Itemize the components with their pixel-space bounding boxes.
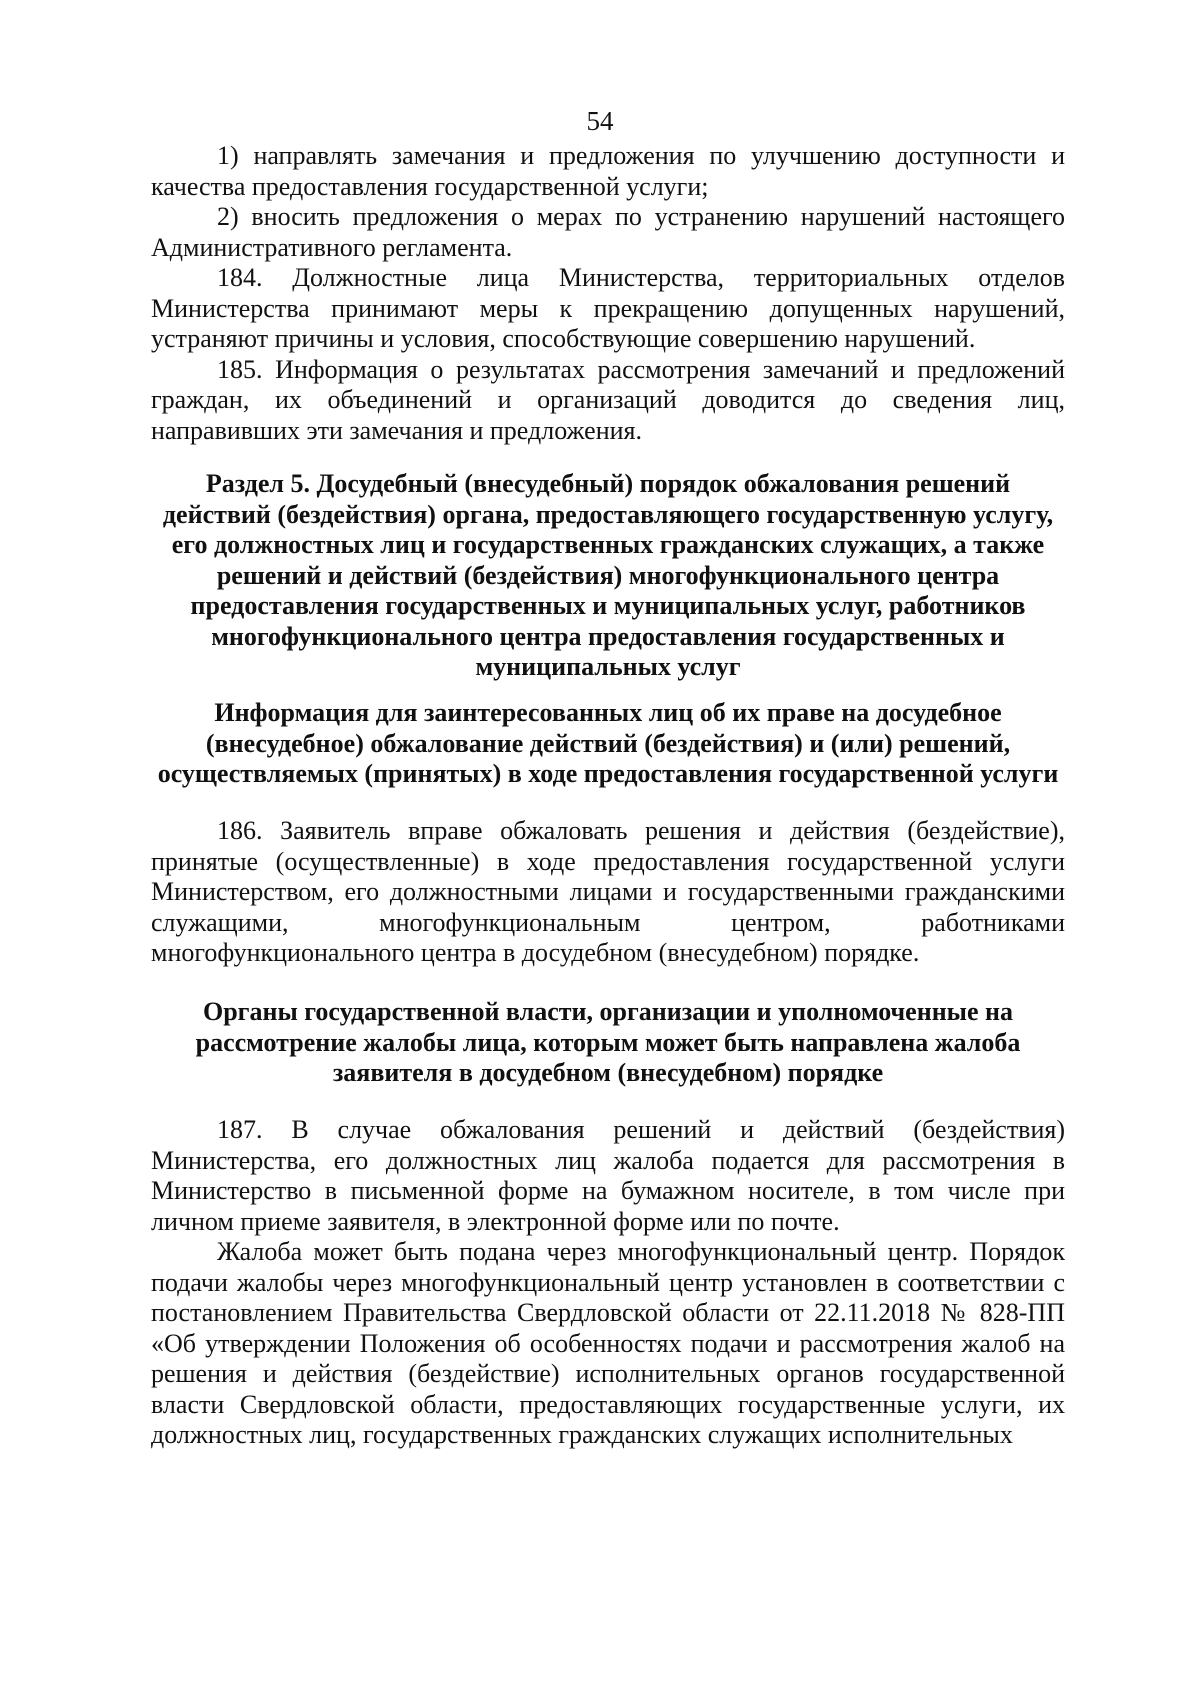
section-5-heading <box>151 469 1065 683</box>
paragraphs-appeal-right <box>151 816 1065 969</box>
paragraph-item-1: 1) направлять замечания и предложения по улучшению доступности и качества предоставления государственной услуги; <box>151 141 1065 201</box>
subsection-heading-appeal-right <box>151 698 1065 790</box>
paragraph-187: 187. В случае обжалования решений и действий (бездействия) Министерства, его должностных лиц жалоба подается для рассмотрения в Министерство в письменной форме на бумажном носителе, в том числе при личном приеме заявителя, в электронной форме или по почте. <box>151 1115 1065 1236</box>
paragraph-185: 185. Информация о результатах рассмотрения замечаний и предложений граждан, их объединений и организаций доводится до сведения лиц, направивших эти замечания и предложения. <box>151 354 1065 445</box>
paragraphs-before-section-5 <box>151 141 1065 446</box>
subsection-title-authorities: Органы государственной власти, организации и уполномоченные на рассмотрение жалобы лица, которым может быть направлена жалоба заявителя в досудебном (внесудебном) порядке <box>195 997 1021 1087</box>
page-number: 54 <box>586 106 614 136</box>
paragraph-186: 186. Заявитель вправе обжаловать решения и действия (бездействие), принятые (осуществленные) в ходе предоставления государственной услуги Министерством, его должностными лицами и государственными гражданскими служащими, многофункциональным центром, работниками многофункционального центра в досудебном (внесудебном) порядке. <box>151 816 1065 967</box>
subsection-title-appeal-right: Информация для заинтересованных лиц об их праве на досудебное (внесудебное) обжалование действий (бездействия) и (или) решений, осуществляемых (принятых) в ходе предоставления государственной услуги <box>157 698 1059 788</box>
subsection-heading-authorities <box>151 997 1065 1089</box>
paragraph-184: 184. Должностные лица Министерства, территориальных отделов Министерства принимают меры к прекращению допущенных нарушений, устраняют причины и условия, способствующие совершению нарушений. <box>151 263 1065 353</box>
paragraph-item-2: 2) вносить предложения о мерах по устранению нарушений настоящего Административного регламента. <box>151 202 1065 262</box>
paragraphs-authorities <box>151 1115 1065 1451</box>
section-5-title: Раздел 5. Досудебный (внесудебный) порядок обжалования решений действий (бездействия) органа, предоставляющего государственную услугу, его должностных лиц и государственных гражданских служащих, а также решений и действий (бездействия) многофункционального центра предоставления государственных и муниципальных услуг, работников многофункционального центра предоставления государственных и муниципальных услуг <box>162 469 1054 681</box>
paragraph-complaint-mfc: Жалоба может быть подана через многофункциональный центр. Порядок подачи жалобы через многофункциональный центр установлен в соответствии с постановлением Правительства Свердловской области от 22.11.2018 № 828-ПП «Об утверждении Положения об особенностях подачи и рассмотрения жалоб на решения и действия (бездействие) исполнительных органов государственной власти Свердловской области, предоставляющих государственные услуги, их должностных лиц, государственных гражданских служащих исполнительных <box>151 1237 1065 1449</box>
